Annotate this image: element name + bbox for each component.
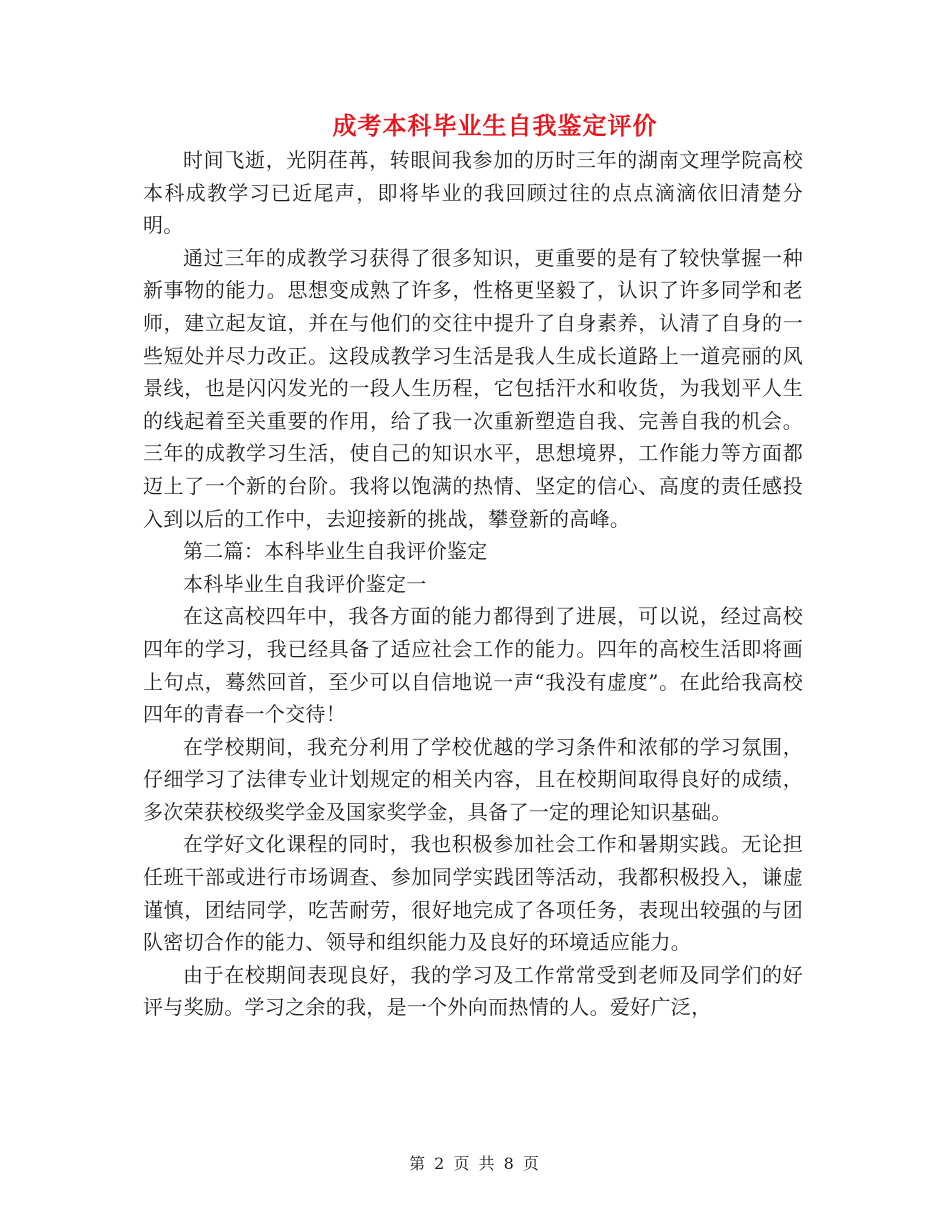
paragraph-5: 在学好文化课程的同时，我也积极参加社会工作和暑期实践。无论担任班干部或进行市场调查、参加同学实践团等活动，我都积极投入，谦虚谨慎，团结同学，吃苦耐劳，很好地完成了各项任务，表现出较强的与团队密切合作的能力、领导和组织能力及良好的环境适应能力。: [143, 832, 803, 955]
paragraph-4: 在学校期间，我充分利用了学校优越的学习条件和浓郁的学习氛围，仔细学习了法律专业计划规定的相关内容，且在校期间取得良好的成绩，多次荣获校级奖学金及国家奖学金，具备了一定的理论知识基础。: [143, 734, 803, 824]
paragraph-6: 由于在校期间表现良好，我的学习及工作常常受到老师及同学们的好评与奖励。学习之余的我，是一个外向而热情的人。爱好广泛，: [143, 962, 803, 1020]
section-heading-part-two: 第二篇：本科毕业生自我评价鉴定: [183, 539, 488, 564]
paragraph-3: 在这高校四年中，我各方面的能力都得到了进展，可以说，经过高校四年的学习，我已经具备了适应社会工作的能力。四年的高校生活即将画上句点，蓦然回首，至少可以自信地说一声“我没有虚度”。在此给我高校四年的青春一个交待！: [143, 604, 803, 727]
document-title: 成考本科毕业生自我鉴定评价: [332, 112, 658, 140]
subsection-heading-one: 本科毕业生自我评价鉴定一: [183, 571, 427, 596]
paragraph-1: 时间飞逝，光阴荏苒，转眼间我参加的历时三年的湖南文理学院高校本科成教学习已近尾声，即将毕业的我回顾过往的点点滴滴依旧清楚分明。: [143, 148, 803, 238]
document-body: [143, 144, 803, 1024]
page-footer: 第 2 页 共 8 页: [409, 1154, 541, 1173]
paragraph-2: 通过三年的成教学习获得了很多知识，更重要的是有了较快掌握一种新事物的能力。思想变成熟了许多，性格更坚毅了，认识了许多同学和老师，建立起友谊，并在与他们的交往中提升了自身素养，认清了自身的一些短处并尽力改正。这段成教学习生活是我人生成长道路上一道亮丽的风景线，也是闪闪发光的一段人生历程，它包括汗水和收货，为我划平人生的线起着至关重要的作用，给了我一次重新塑造自我、完善自我的机会。三年的成教学习生活，使自己的知识水平，思想境界，工作能力等方面都迈上了一个新的台阶。我将以饱满的热情、坚定的信心、高度的责任感投入到以后的工作中，去迎接新的挑战，攀登新的高峰。: [143, 245, 803, 531]
